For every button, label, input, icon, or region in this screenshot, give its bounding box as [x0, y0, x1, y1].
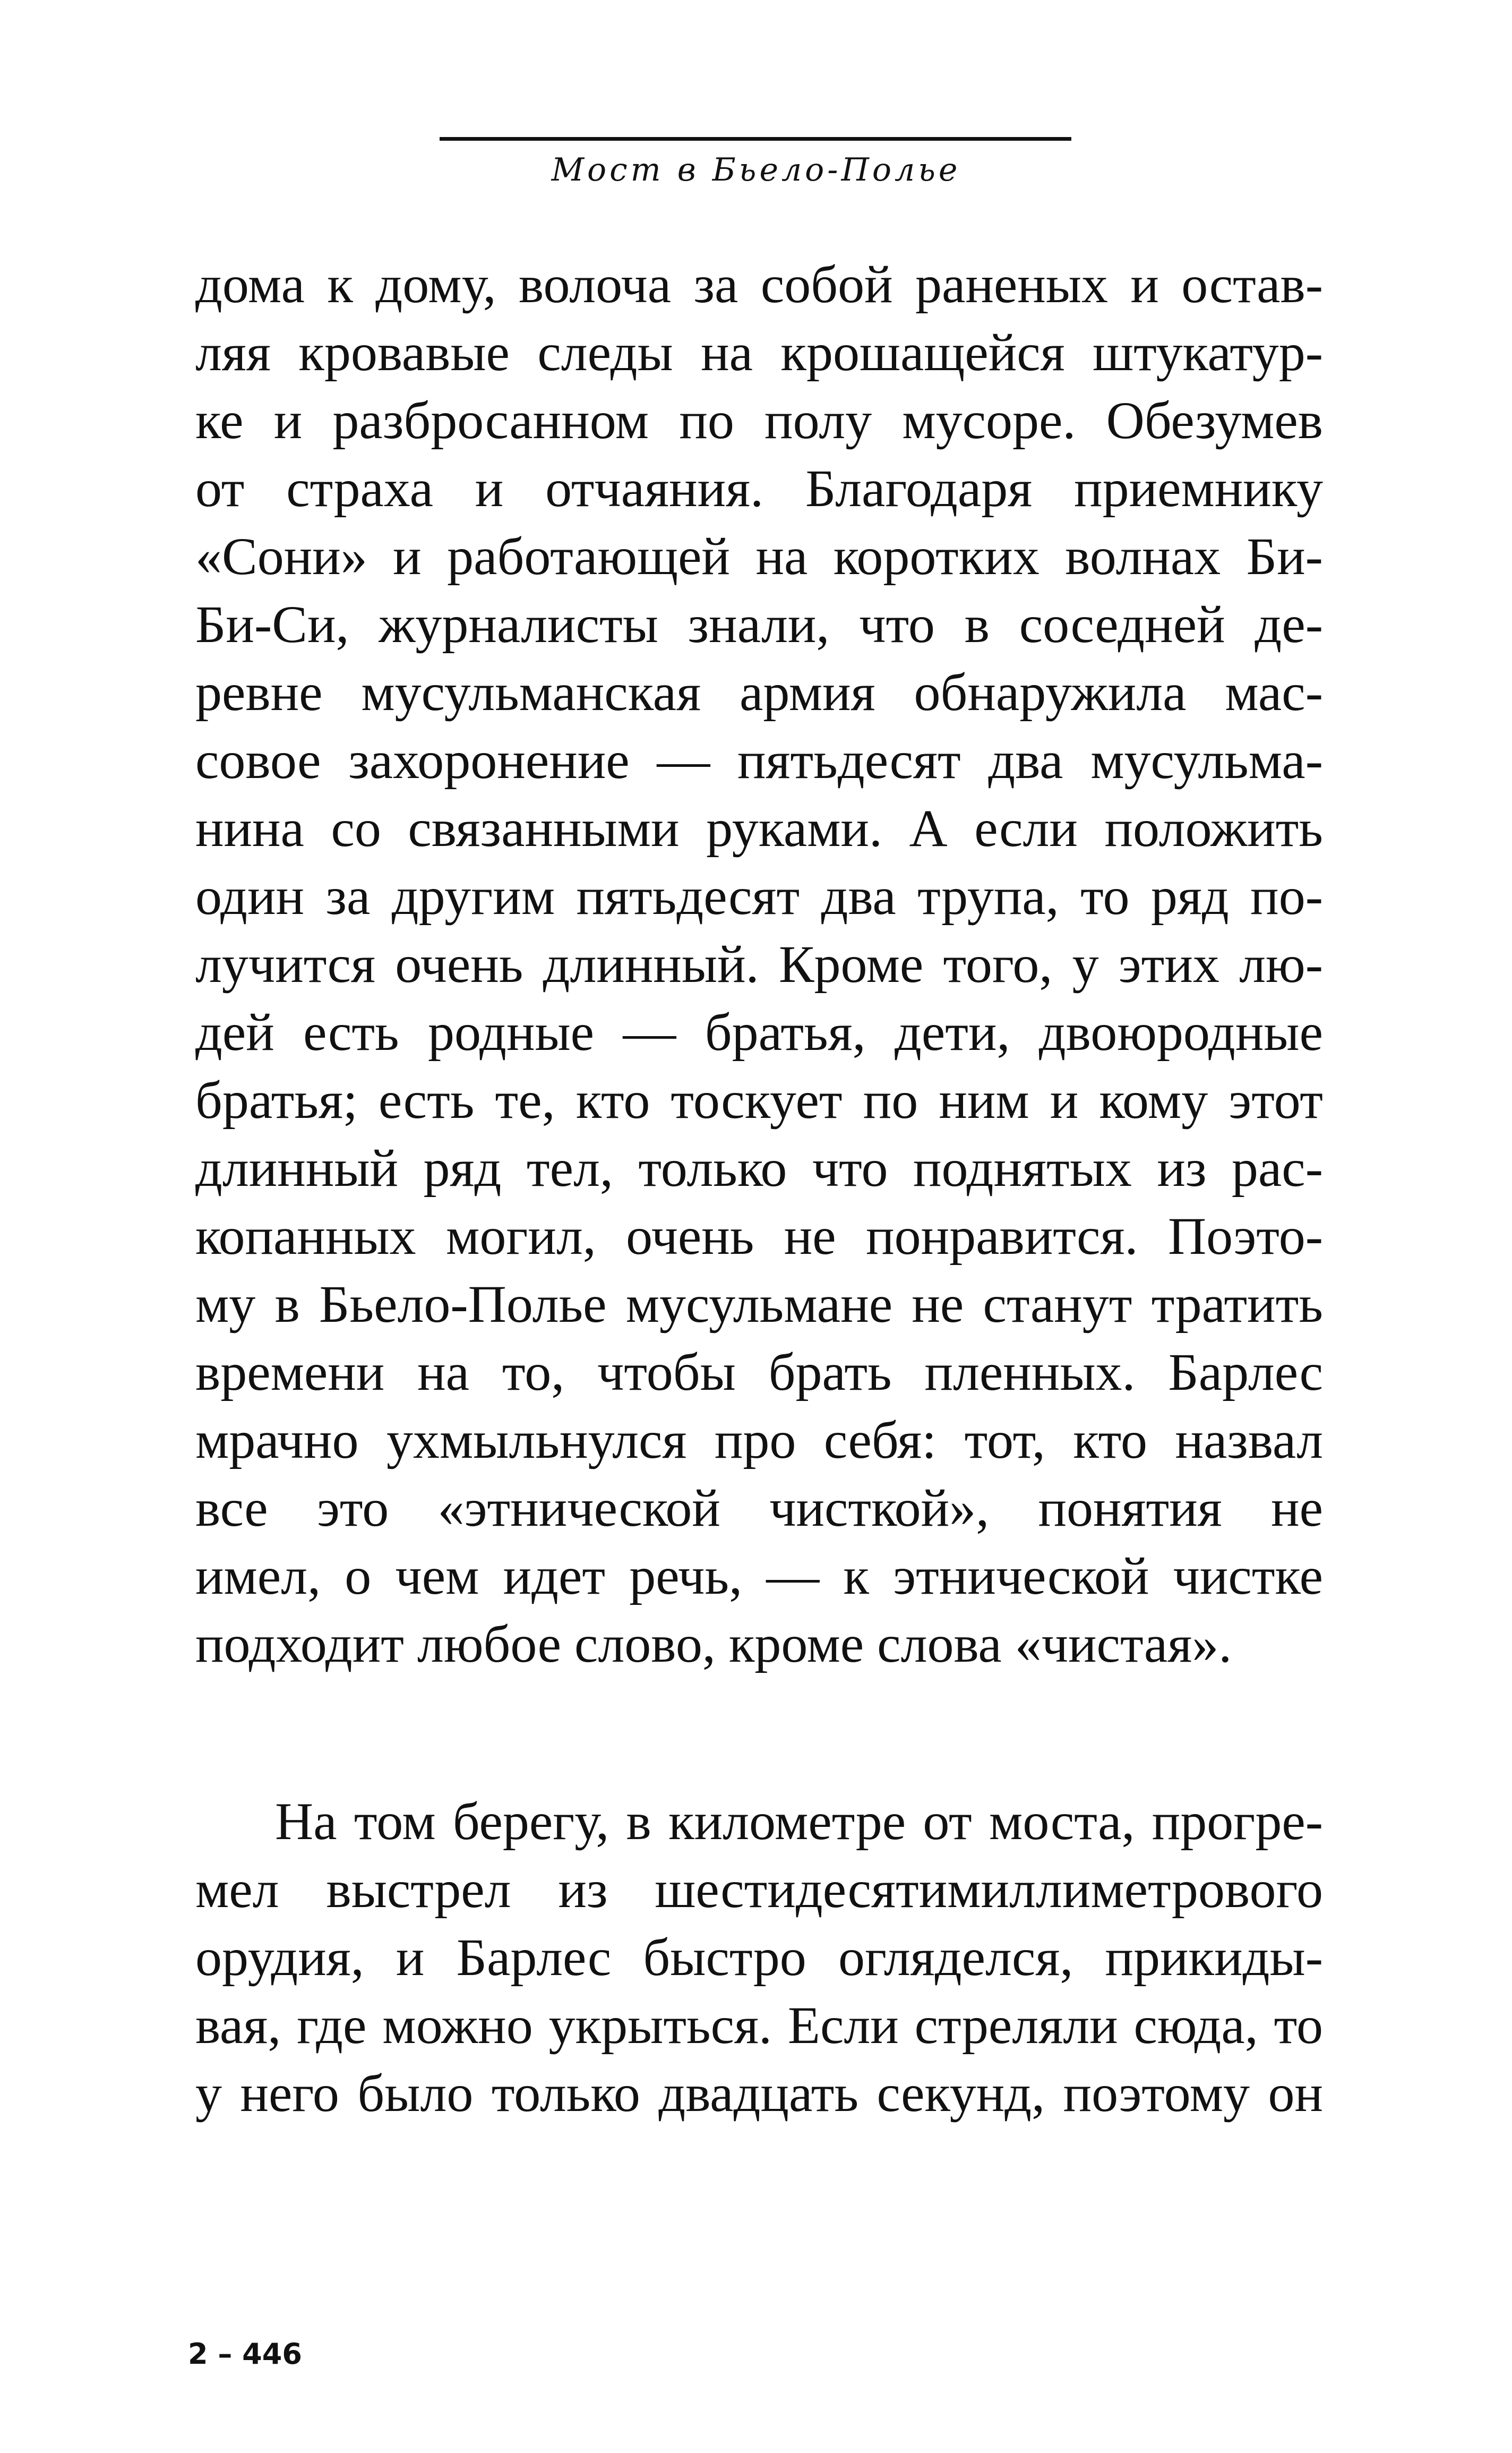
text-line: мрачно ухмыльнулся про себя: тот, кто назвал [195, 1411, 1323, 1469]
text-line: у него было только двадцать секунд, поэтому он [195, 2064, 1323, 2123]
text-line: мел выстрел из шестидесятимиллиметрового [195, 1860, 1323, 1919]
text-line: подходит любое слово, кроме слова «чистая». [195, 1614, 1232, 1673]
text-line: дома к дому, волоча за собой раненых и остав- [195, 255, 1323, 314]
text-line: длинный ряд тел, только что поднятых из рас- [195, 1139, 1323, 1198]
text-line: совое захоронение — пятьдесят два мусульма- [195, 731, 1323, 790]
paragraph-2 [195, 1788, 1323, 2127]
header-rule [440, 137, 1071, 141]
text-line: му в Бьело-Полье мусульмане не станут тратить [195, 1275, 1323, 1334]
text-line: братья; есть те, кто тоскует по ним и кому этот [195, 1071, 1323, 1130]
text-line: ревне мусульманская армия обнаружила мас- [195, 663, 1323, 722]
running-title: Мост в Бьело-Полье [551, 151, 961, 189]
paragraph-1 [195, 251, 1323, 1678]
text-line: На том берегу, в километре от моста, прогре- [275, 1792, 1323, 1851]
text-line: Би-Си, журналисты знали, что в соседней де- [195, 595, 1323, 654]
text-line: копанных могил, очень не понравится. Поэто- [195, 1207, 1323, 1266]
text-line: «Сони» и работающей на коротких волнах Би- [195, 527, 1323, 586]
text-line: дей есть родные — братья, дети, двоюродные [195, 1003, 1323, 1062]
text-line: нина со связанными руками. А если положить [195, 799, 1323, 858]
text-line: один за другим пятьдесят два трупа, то ряд по- [195, 867, 1323, 926]
text-line: ке и разбросанном по полу мусоре. Обезумев [195, 391, 1323, 450]
text-line: все это «этнической чисткой», понятия не [195, 1478, 1323, 1537]
text-line: ляя кровавые следы на крошащейся штукатур- [195, 323, 1323, 382]
signature-mark: 2 – 446 [188, 2337, 302, 2371]
text-line: лучится очень длинный. Кроме того, у этих лю- [195, 935, 1323, 994]
text-line: орудия, и Барлес быстро огляделся, прикиды- [195, 1928, 1323, 1987]
text-line: имел, о чем идет речь, — к этнической чистке [195, 1546, 1323, 1605]
text-line: времени на то, чтобы брать пленных. Барлес [195, 1343, 1323, 1401]
text-line: от страха и отчаяния. Благодаря приемнику [195, 459, 1323, 518]
text-line: вая, где можно укрыться. Если стреляли сюда, то [195, 1996, 1323, 2055]
